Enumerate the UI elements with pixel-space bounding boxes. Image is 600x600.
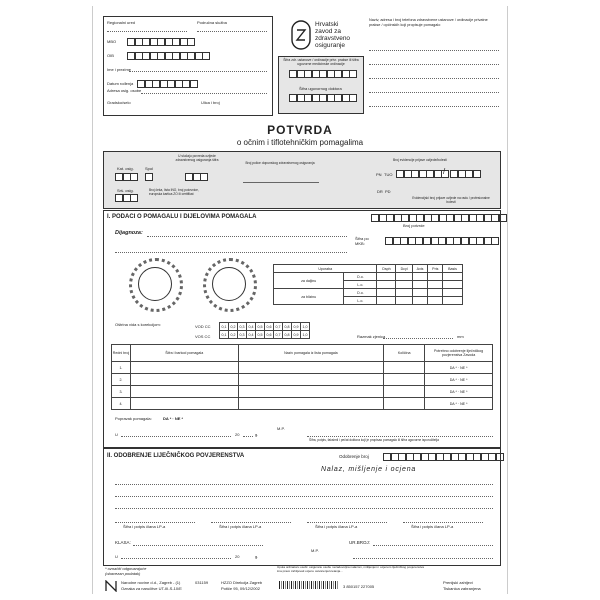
institution-code-label: Šifra zdr. ustanove / ordinacije privr. prakse ili šifra ugovorne medicinske ordinacije xyxy=(283,58,359,66)
repair-label: Popravak pomagala: xyxy=(115,416,152,421)
doctor-code-label: Šifra ugovornog doktora xyxy=(299,86,342,91)
record-note: Evidencijski broj prijave ozljede na radu / profesionalne bolesti xyxy=(412,196,490,204)
class-label: KLASA: xyxy=(115,540,131,545)
name-label: Ime i prezime xyxy=(107,67,132,72)
member-sig-3: Šifra i potpis člana LP-a xyxy=(315,524,358,529)
acuity-table xyxy=(219,322,310,339)
page-subtitle: o očnim i tiflotehničkim pomagalima xyxy=(236,138,364,147)
publisher-logo-icon xyxy=(105,579,117,591)
footer-instructions: Uputa ordinatoru osobi: osiguranu osobu nezadovoljna nalazom, mišljenjem i ocjenom liječničkog povjerenstva ima pravo zahtijevati ocjenu ostvarenja kretanja... xyxy=(277,565,424,573)
vos-acuity-8[interactable]: 0,9 xyxy=(293,332,299,337)
pd-label: PD xyxy=(385,189,391,194)
axis-dial-right-inner xyxy=(138,267,172,301)
vos-acuity-3[interactable]: 0,4 xyxy=(248,332,254,337)
regional-office-label: Regionalni ured xyxy=(107,20,136,25)
distance-left-label: L.o. xyxy=(344,281,377,289)
footer-code: 031159 xyxy=(195,580,209,585)
footer-note2: (obavezan podatak) xyxy=(105,571,141,576)
section1-title: I. PODACI O POMAGALU I DIJELOVIMA POMAGALA xyxy=(107,214,257,220)
col-name: Naziv pomagala iz lista pomagala xyxy=(238,345,384,362)
vos-acuity-7[interactable]: 0,8 xyxy=(284,332,290,337)
member-sig-2: Šifra i potpis člana LP-a xyxy=(219,524,262,529)
col-no: Redni broj xyxy=(112,345,131,362)
row-no-3: 3. xyxy=(112,386,131,398)
s1-year-suffix: g. xyxy=(255,432,259,437)
record-year-cells[interactable] xyxy=(450,170,480,178)
s1-mp-label: M.P. xyxy=(277,426,285,431)
vod-label: VOD CC xyxy=(195,324,211,329)
distance-right-label: D.o. xyxy=(344,273,377,281)
findings-label: Nalaz, mišljenje i ocjena xyxy=(321,466,417,473)
form-page: Regionalni ured Područna služba MBO OIB Ime i prezime Datum rođenja Adresa osig. osobe Gradsko/selo Ulica i broj Hrvatski zavod za zdravstveno osiguranje Šifra zdr. ustanove / ordinacije privr. prakse ili šifra ugovorne medicinske ordinacije Šifra ugovornog doktora Naziv, adresa i broj telefona zdravstvene ustanove / ordinacije privatne prakse / općinskih koji propisuje pomagalo POTVRDA o očnim i tiflotehničkim pomagalima Kat. osig. Spol U slučaju povreda ozljede zdravstvenog osiguranja šifra Broj police dopunskog zdravstvenog osiguranja Broj evidencije prijave ozljede/bolesti PN TUO / DR PD Evidencijski broj prijave ozljede na radu / profesionalne bolesti Srš. osig. Broj čeka, lista INO, broj putovnice, europska kartica ZO ili certifikat I. PODACI O POMAGALU I DIJELOVIMA POMAGALA Broj potvrde Dijagnoza: Šifra po MKB: Uporaba Dsph Dcyl Axis Pris Basis za daljinu D.o. L.o. za blizinu D.o. L.o. Oštrina vida s korekcijom: VOD CC VOS CC 0,1 0,2 0,3 0,4 0,5 0,6 0,7 0,8 0,9 1,0 0,1 0,2 0,3 0,4 0,5 0,6 0,7 0,8 0,9 1,0 Razmak zjenica mm Redni broj Šifra i barkod pomagala Naziv pomagala iz lista pomagala Količina Potrebno odobrenje liječničkog povjerenstva Zavoda 1. DA * · NE * 2. DA * · NE * 3. DA * · NE * 4. DA * · NE * Popravak pomagala: DA * · NE * U 20 g. M.P. Šifra, potpis, faksimil i pečat doktora koji je propisao pomagalo ili šifra ugovorne isporučitelja II. ODOBRENJE LIJEČNIČKOG POVJERENSTVA Odobrenje broj Nalaz, mišljenje i ocjena Šifra i potpis člana LP-a Šifra i potpis člana LP-a Šifra i potpis člana LP-a Šifra i potpis člana LP-a KLASA: UR.BROJ: U 20 g. M.P. * označiti odgovarajuće (obavezan podatak) Narodne novine d.d., Zagreb - (1) 031159 Oznaka za naručitve UT-III-S-10/E HZZO Direkcija Zagreb Potiče 95, 09/12/2002 Uputa ordinatoru osobi: osiguranu osobu nezadovoljna nalazom, mišljenjem i ocjenom liječničkog povjerenstva ima pravo zahtijevati ocjenu ostvarenja kretanja... 3 850157 227005 Prenijski zahtjevi Tiskanica zabranjena xyxy=(92,6,508,594)
vod-acuity-4[interactable]: 0,5 xyxy=(257,324,263,329)
tuo-label: TUO xyxy=(384,172,393,177)
pn-label: PN xyxy=(376,172,382,177)
vos-acuity-6[interactable]: 0,7 xyxy=(275,332,281,337)
col-code: Šifra i barkod pomagala xyxy=(130,345,238,362)
row-yes-no-2[interactable]: DA * · NE * xyxy=(425,374,493,386)
col-use: Uporaba xyxy=(274,265,377,273)
near-right-label: D.o. xyxy=(344,289,377,297)
vod-acuity-9[interactable]: 1,0 xyxy=(302,324,308,329)
s2-year-label: 20 xyxy=(235,554,240,559)
srs-cells[interactable] xyxy=(115,194,138,202)
sex-label: Spol xyxy=(145,166,154,171)
col-dcyl: Dcyl xyxy=(396,265,412,273)
injury-label: Broj police dopunskog zdravstvenog osiguranja xyxy=(245,161,315,165)
row-yes-no-4[interactable]: DA * · NE * xyxy=(425,398,493,410)
row-no-1: 1. xyxy=(112,362,131,374)
report-no-cells[interactable] xyxy=(371,214,506,222)
row-yes-no-1[interactable]: DA * · NE * xyxy=(425,362,493,374)
footer-print2: Tiskanica zabranjena xyxy=(443,586,481,591)
logo-line2: zavod za xyxy=(315,28,342,35)
hzzo-logo-icon xyxy=(291,20,311,50)
vos-acuity-0[interactable]: 0,1 xyxy=(221,332,227,337)
axis-dial-left-inner xyxy=(212,267,246,301)
cat-label: Kat. osig. xyxy=(117,166,134,171)
footer-edition: Potiče 95, 09/12/2002 xyxy=(221,586,260,591)
sex-cells[interactable] xyxy=(145,173,153,181)
col-basis: Basis xyxy=(443,265,463,273)
address-label: Adresa osig. osobe xyxy=(107,88,142,93)
near-label: za blizinu xyxy=(274,289,344,305)
cause-label: U slučaju povreda ozljede zdravstvenog osiguranja šifra xyxy=(175,154,219,162)
items-table xyxy=(111,344,493,410)
prescription-table xyxy=(273,264,463,305)
approval-no-label: Odobrenje broj xyxy=(339,454,369,459)
s1-signature-label: Šifra, potpis, faksimil i pečat doktora koji je propisao pomagalo ili šifra ugovorne isporučitelja xyxy=(309,438,439,442)
doctor-code-cells[interactable] xyxy=(289,94,357,102)
vos-label: VOS CC xyxy=(195,334,211,339)
vos-acuity-5[interactable]: 0,6 xyxy=(266,332,272,337)
vos-acuity-4[interactable]: 0,5 xyxy=(257,332,263,337)
page-title: POTVRDA xyxy=(267,123,333,137)
col-qty: Količina xyxy=(384,345,425,362)
near-left-label: L.o. xyxy=(344,297,377,305)
birth-date-cells[interactable] xyxy=(137,80,197,88)
cat-cells[interactable] xyxy=(115,173,138,181)
s1-year-label: 20 xyxy=(235,432,240,437)
footer-print1: Prenijski zahtjevi xyxy=(443,580,473,585)
distance-label: za daljinu xyxy=(274,273,344,289)
member-sig-4: Šifra i potpis člana LP-a xyxy=(411,524,454,529)
mkb-cells-3[interactable] xyxy=(461,237,499,245)
codes-note: Broj čeka, lista INO, broj putovnice, europska kartica ZO ili certifikat xyxy=(149,188,199,196)
col-pris: Pris xyxy=(428,265,443,273)
vos-acuity-9[interactable]: 1,0 xyxy=(302,332,308,337)
diagnosis-label: Dijagnoza: xyxy=(115,230,143,236)
section2-box xyxy=(103,448,501,566)
vos-acuity-2[interactable]: 0,3 xyxy=(239,332,245,337)
mkb-label: Šifra po MKB: xyxy=(355,236,369,246)
birth-date-label: Datum rođenja xyxy=(107,81,134,86)
vod-acuity-6[interactable]: 0,7 xyxy=(275,324,281,329)
vod-acuity-8[interactable]: 0,9 xyxy=(293,324,299,329)
member-sig-1: Šifra i potpis člana LP-a xyxy=(123,524,166,529)
oib-cells[interactable] xyxy=(127,52,210,60)
vos-acuity-1[interactable]: 0,2 xyxy=(230,332,236,337)
vod-acuity-3[interactable]: 0,4 xyxy=(248,324,254,329)
s2-mp-label: M.P. xyxy=(311,548,319,553)
logo-line4: osiguranje xyxy=(315,42,345,49)
srs-label: Srš. osig. xyxy=(117,188,134,193)
col-need: Potrebno odobrenje liječničkog povjerenstva Zavoda xyxy=(425,345,493,362)
s1-place-label: U xyxy=(115,432,118,437)
col-dsph: Dsph xyxy=(377,265,396,273)
barcode-icon xyxy=(279,581,339,589)
record-cells[interactable] xyxy=(396,170,449,178)
col-axis: Axis xyxy=(412,265,428,273)
cause-cells[interactable] xyxy=(185,173,208,181)
vod-acuity-5[interactable]: 0,6 xyxy=(266,324,272,329)
vod-acuity-7[interactable]: 0,8 xyxy=(284,324,290,329)
record-label: Broj evidencije prijave ozljede/bolesti xyxy=(393,158,447,162)
dr-label: DR xyxy=(377,189,383,194)
logo-line3: zdravstveno xyxy=(315,35,351,42)
approval-no-cells[interactable] xyxy=(383,453,503,461)
section2-title: II. ODOBRENJE LIJEČNIČKOG POVJERENSTVA xyxy=(107,453,245,459)
footer-note1: * označiti odgovarajuće xyxy=(105,566,147,571)
oib-label: OIB xyxy=(107,53,114,58)
residence-label: Gradsko/selo xyxy=(107,100,131,105)
acuity-label: Oštrina vida s korekcijom: xyxy=(115,322,161,327)
pd-distance-label: Razmak zjenica xyxy=(357,334,386,339)
institution-code-cells[interactable] xyxy=(289,70,357,78)
row-yes-no-3[interactable]: DA * · NE * xyxy=(425,386,493,398)
mkb-cells-1[interactable] xyxy=(385,237,423,245)
reg-label: UR.BROJ: xyxy=(349,540,371,545)
vod-acuity-0[interactable]: 0,1 xyxy=(221,324,227,329)
report-no-label: Broj potvrde xyxy=(403,223,425,228)
footer-publisher: Narodne novine d.d., Zagreb - (1) xyxy=(121,580,181,585)
mbo-label: MBO xyxy=(107,39,117,44)
row-no-2: 2. xyxy=(112,374,131,386)
provider-label: Naziv, adresa i broj telefona zdravstvene ustanove / ordinacije privatne prakse / općinskih koji propisuje pomagalo xyxy=(369,18,488,27)
row-no-4: 4. xyxy=(112,398,131,410)
vod-acuity-1[interactable]: 0,2 xyxy=(230,324,236,329)
footer-mark: Oznaka za naručitve UT-III-S-10/E xyxy=(121,586,182,591)
s2-year-suffix: g. xyxy=(255,554,259,559)
footer-barcode: 3 850157 227005 xyxy=(343,584,375,589)
mbo-cells[interactable] xyxy=(127,38,195,46)
street-label: Ulica i broj xyxy=(201,100,220,105)
branch-office-label: Područna služba xyxy=(197,20,227,25)
repair-value[interactable]: DA * · NE * xyxy=(163,416,184,421)
s2-place-label: U xyxy=(115,554,118,559)
pd-unit: mm xyxy=(457,334,464,339)
mkb-cells-2[interactable] xyxy=(423,237,461,245)
vod-acuity-2[interactable]: 0,3 xyxy=(239,324,245,329)
footer-hzzo: HZZO Direkcija Zagreb xyxy=(221,580,263,585)
logo-line1: Hrvatski xyxy=(315,21,339,28)
